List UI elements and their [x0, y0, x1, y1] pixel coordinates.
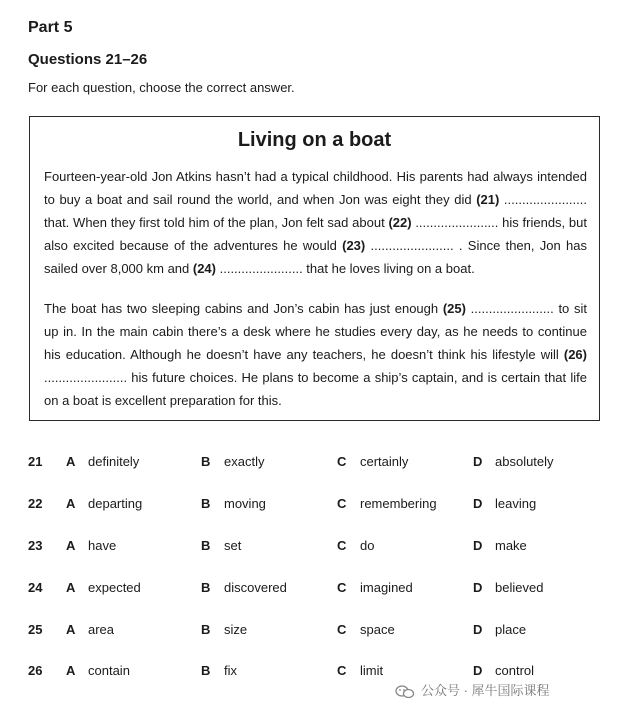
text-segment: his future choices. He plans to become a ship’s captain, and is certain that life on a boat is excellent preparation for this. — [44, 370, 587, 408]
option-letter-b: B — [201, 663, 211, 678]
option-letter-c: C — [337, 580, 347, 595]
option-d[interactable]: believed — [495, 580, 544, 595]
option-letter-d: D — [473, 454, 483, 469]
gap-24-number: (24) — [192, 261, 216, 276]
question-number: 25 — [28, 622, 43, 637]
option-b[interactable]: discovered — [224, 580, 287, 595]
option-c[interactable]: remembering — [360, 496, 437, 511]
option-b[interactable]: fix — [224, 663, 237, 678]
option-a[interactable]: departing — [88, 496, 143, 511]
part-title: Part 5 — [28, 19, 73, 36]
passage-box — [29, 116, 600, 421]
option-d[interactable]: control — [495, 663, 535, 678]
option-letter-b: B — [201, 454, 211, 469]
text-segment: his friends, but also excited because of the adventures he would — [44, 215, 588, 253]
option-b[interactable]: exactly — [224, 454, 265, 469]
option-a[interactable]: expected — [88, 580, 141, 595]
gap-22-blank[interactable]: ....................... — [411, 215, 499, 230]
option-letter-d: D — [473, 663, 483, 678]
option-letter-a: A — [66, 454, 76, 469]
option-d[interactable]: place — [495, 622, 527, 637]
option-letter-b: B — [201, 538, 211, 553]
question-number: 21 — [28, 454, 43, 469]
option-d[interactable]: leaving — [495, 496, 537, 511]
gap-21-number: (21) — [476, 192, 500, 207]
option-c[interactable]: limit — [360, 663, 384, 678]
watermark — [395, 680, 550, 699]
wechat-icon — [395, 685, 415, 699]
option-letter-b: B — [201, 622, 211, 637]
text-segment: to sit up in. In the main cabin there’s a desk where he studies every day, as he needs to continue his education. Although he doesn’t have any teachers, he doesn’t think his lifestyle will — [44, 301, 587, 362]
question-number: 22 — [28, 496, 43, 511]
instruction-text: For each question, choose the correct answer. — [28, 80, 295, 95]
option-letter-d: D — [473, 496, 483, 511]
gap-22-number: (22) — [388, 215, 412, 230]
option-c[interactable]: space — [360, 622, 395, 637]
gap-26-number: (26) — [563, 347, 587, 362]
text-segment: The boat has two sleeping cabins and Jon’s cabin has just enough — [44, 301, 443, 316]
gap-23-blank[interactable]: ....................... — [365, 238, 454, 253]
gap-26-blank[interactable]: ....................... — [44, 370, 128, 385]
option-letter-c: C — [337, 663, 347, 678]
text-segment: Fourteen-year-old Jon Atkins hasn’t had a typical childhood. His parents had always intended to buy a boat and sail round the world, and when Jon was eight they did — [44, 169, 587, 207]
questions-title: Questions 21–26 — [28, 51, 148, 68]
gap-24-blank[interactable]: ....................... — [216, 261, 303, 276]
gap-23-number: (23) — [342, 238, 366, 253]
question-number: 24 — [28, 580, 43, 595]
question-number: 23 — [28, 538, 43, 553]
question-number: 26 — [28, 663, 43, 678]
question-row-24 — [0, 580, 624, 602]
question-row-22 — [0, 496, 624, 518]
gap-21-blank[interactable]: ....................... — [499, 192, 587, 207]
option-letter-d: D — [473, 622, 483, 637]
question-row-25 — [0, 622, 624, 644]
text-segment: that he loves living on a boat. — [302, 261, 475, 276]
option-d[interactable]: absolutely — [495, 454, 554, 469]
gap-25-blank[interactable]: ....................... — [465, 301, 554, 316]
option-letter-a: A — [66, 580, 76, 595]
option-letter-c: C — [337, 496, 347, 511]
option-a[interactable]: have — [88, 538, 117, 553]
option-letter-c: C — [337, 538, 347, 553]
option-letter-d: D — [473, 538, 483, 553]
option-a[interactable]: definitely — [88, 454, 140, 469]
text-segment: . Since then, Jon has sailed over 8,000 km and — [44, 238, 587, 276]
option-b[interactable]: moving — [224, 496, 266, 511]
option-letter-a: A — [66, 663, 76, 678]
option-c[interactable]: certainly — [360, 454, 409, 469]
option-b[interactable]: set — [224, 538, 242, 553]
option-letter-a: A — [66, 622, 76, 637]
option-letter-b: B — [201, 496, 211, 511]
option-letter-c: C — [337, 622, 347, 637]
option-b[interactable]: size — [224, 622, 248, 637]
option-a[interactable]: area — [88, 622, 115, 637]
option-d[interactable]: make — [495, 538, 527, 553]
option-letter-a: A — [66, 496, 76, 511]
question-row-23 — [0, 538, 624, 560]
passage-paragraph-2 — [44, 297, 587, 412]
watermark-text: 公众号 · 犀牛国际课程 — [421, 683, 550, 698]
text-segment: that. When they first told him of the plan, Jon felt sad about — [44, 215, 389, 230]
gap-25-number: (25) — [442, 301, 466, 316]
option-letter-a: A — [66, 538, 76, 553]
passage-title: Living on a boat — [237, 129, 392, 151]
option-letter-c: C — [337, 454, 347, 469]
option-letter-d: D — [473, 580, 483, 595]
option-c[interactable]: imagined — [360, 580, 413, 595]
question-row-21 — [0, 454, 624, 476]
option-a[interactable]: contain — [88, 663, 130, 678]
option-letter-b: B — [201, 580, 211, 595]
option-c[interactable]: do — [360, 538, 375, 553]
passage-paragraph-1 — [44, 165, 587, 280]
